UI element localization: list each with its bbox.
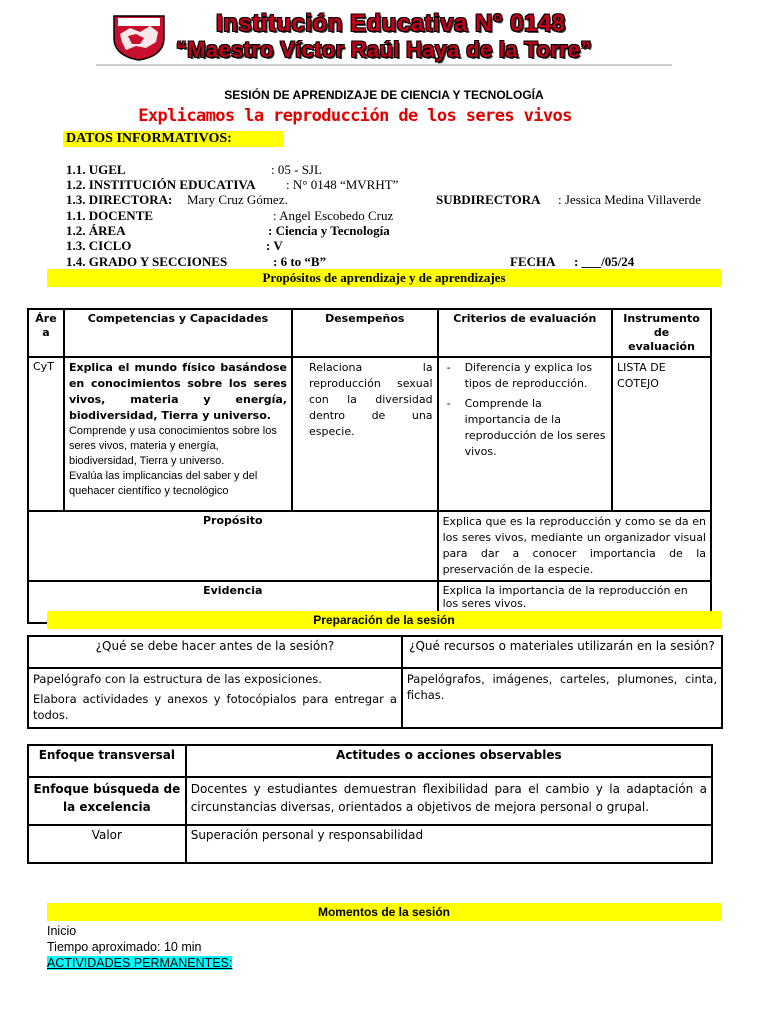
area-value: : Ciencia y Tecnología: [268, 223, 390, 238]
proposito-label: Propósito: [28, 511, 438, 581]
header-divider: [96, 64, 672, 66]
docente-value: : Angel Escobedo Cruz: [273, 208, 394, 223]
fecha-label: FECHA: [510, 254, 556, 269]
header-instrumento: Instrumento de evaluación: [612, 309, 711, 357]
header-criterios: Criterios de evaluación: [438, 309, 612, 357]
capacidad-2: Evalúa las implicancias del saber y del quehacer científico y tecnológico: [68, 470, 258, 497]
grado-value: : 6 to “B”: [273, 254, 327, 269]
header-enfoque: Enfoque transversal: [28, 745, 186, 777]
ciclo-label: 1.3. CICLO: [66, 238, 132, 253]
desempeno-cell: Relaciona la reproducción sexual con la diversidad dentro de una especie.: [292, 357, 438, 511]
criterios-cell: [438, 357, 612, 511]
criterio-1: - Diferencia y explica los tipos de reproducción.: [465, 360, 607, 392]
antes-cell: [28, 668, 402, 728]
table-row: [28, 357, 711, 511]
evidencia-text: Explica la importancia de la reproducción en los seres vivos.: [438, 581, 711, 623]
header-area: Áre a: [28, 309, 64, 357]
inicio-label: Inicio: [47, 924, 77, 938]
header-desempenos: Desempeños: [292, 309, 438, 357]
evidencia-label: Evidencia: [28, 581, 438, 623]
antes-item-2: Elabora actividades y anexos y fotocópialos para entregar a todos.: [33, 692, 397, 722]
area-label: 1.2. ÁREA: [66, 223, 126, 238]
subdirectora-value: : Jessica Medina Villaverde: [558, 192, 702, 207]
valor-label: Valor: [28, 825, 186, 863]
enfoque-table: [27, 744, 713, 864]
table-row: [28, 777, 712, 825]
ugel-value: : 05 - SJL: [271, 162, 322, 177]
main-title: Explicamos la reproducción de los seres vivos: [138, 106, 572, 126]
actividades-label: ACTIVIDADES PERMANENTES:: [47, 956, 233, 970]
criterio-2: - Comprende la importancia de la reproducción de los seres vivos.: [465, 396, 607, 460]
competencia-text: Explica el mundo físico basándose en conocimientos sobre los seres vivos, materia y energía, biodiversidad, Tierra y universo.: [68, 361, 287, 422]
session-title: SESIÓN DE APRENDIZAJE DE CIENCIA Y TECNOLOGÍA: [224, 88, 544, 102]
header-actitudes: Actitudes o acciones observables: [186, 745, 712, 777]
instrumento-cell: LISTA DE COTEJO: [612, 357, 711, 511]
header-antes: ¿Qué se debe hacer antes de la sesión?: [28, 636, 402, 668]
institution-title: Institución Educativa N° 0148: [216, 10, 566, 37]
ie-value: : N° 0148 “MVRHT”: [286, 177, 399, 192]
table-row: [28, 511, 711, 581]
area-cell: CyT: [28, 357, 64, 511]
directora-label: 1.3. DIRECTORA:: [66, 192, 173, 207]
momentos-bar: Momentos de la sesión: [47, 903, 721, 921]
capacidad-1: Comprende y usa conocimientos sobre los seres vivos, materia y energía, biodiversidad, Tierra y universo.: [68, 425, 277, 467]
table-header-row: [28, 745, 712, 777]
ugel-label: 1.1. UGEL: [66, 162, 126, 177]
ie-label: 1.2. INSTITUCIÓN EDUCATIVA: [66, 177, 256, 192]
antes-item-1: Papelógrafo con la estructura de las exposiciones.: [33, 672, 322, 686]
directora-value: Mary Cruz Gómez.: [187, 192, 288, 207]
header-competencias: Competencias y Capacidades: [64, 309, 292, 357]
propositos-table: [27, 308, 712, 624]
proposito-text: Explica que es la reproducción y como se da en los seres vivos, mediante un organizador visual para dar a conocer importancia de la preservación de la especie.: [438, 511, 711, 581]
actitud-cell: Docentes y estudiantes demuestran flexibilidad para el cambio y la adaptación a circunstancias diversas, orientados a objetivos de mejora personal o grupal.: [186, 777, 712, 825]
school-logo: [106, 12, 172, 62]
tiempo-label: Tiempo aproximado: 10 min: [47, 940, 202, 954]
valor-text: Superación personal y responsabilidad: [186, 825, 712, 863]
fecha-value: : ___/05/24: [574, 254, 635, 269]
table-row: [28, 825, 712, 863]
datos-heading: DATOS INFORMATIVOS:: [66, 131, 232, 146]
subdirectora-label: SUBDIRECTORA: [436, 192, 541, 207]
recursos-cell: Papelógrafos, imágenes, carteles, plumones, cinta, fichas.: [402, 668, 722, 728]
preparacion-table: [27, 635, 723, 729]
preparacion-bar: Preparación de la sesión: [47, 611, 721, 629]
header-recursos: ¿Qué recursos o materiales utilizarán en la sesión?: [402, 636, 722, 668]
propositos-bar: Propósitos de aprendizaje y de aprendizajes: [47, 269, 721, 287]
grado-label: 1.4. GRADO Y SECCIONES: [66, 254, 228, 269]
table-header-row: [28, 309, 711, 357]
competencias-cell: [64, 357, 292, 511]
enfoque-cell: Enfoque búsqueda de la excelencia: [28, 777, 186, 825]
docente-label: 1.1. DOCENTE: [66, 208, 154, 223]
table-header-row: [28, 636, 722, 668]
table-row: [28, 668, 722, 728]
ciclo-value: : V: [266, 238, 283, 253]
institution-subtitle: “Maestro Víctor Raúl Haya de la Torre”: [176, 37, 592, 62]
